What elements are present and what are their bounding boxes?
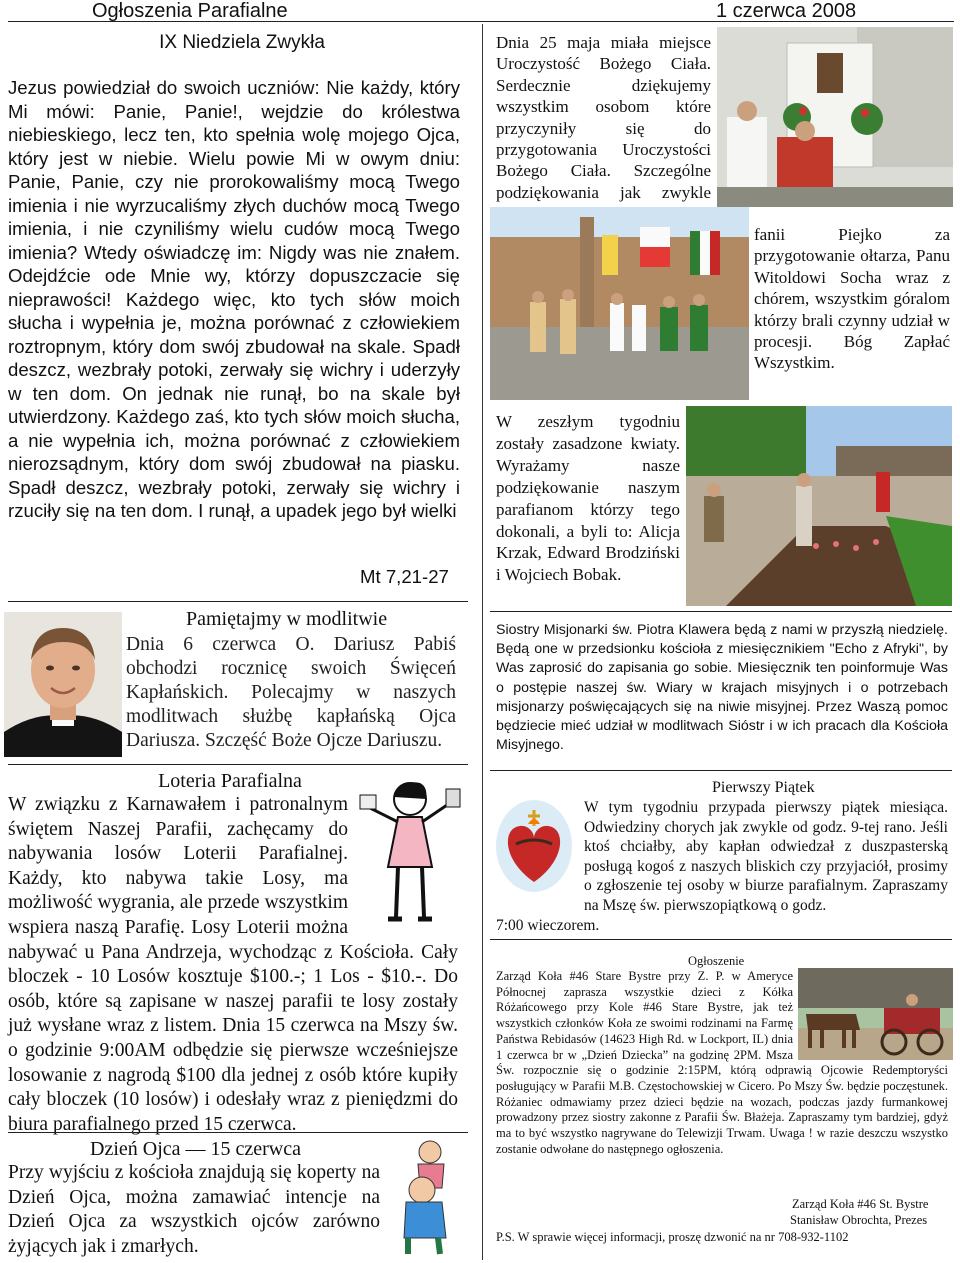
section-divider <box>490 939 952 940</box>
first-friday-text <box>496 798 948 935</box>
procession-photo <box>490 207 749 400</box>
bulletin-date: 1 czerwca 2008 <box>716 0 857 22</box>
first-friday-body: W tym tygodniu przypada pierwszy piątek miesiąca. Odwiedziny chorych jak zwykle od godz. 9-tej rano. Jeśli ktoś chciałby, aby kapłan odwiedzał z duszpasterską posługą kogoś z naszych bliskich czy przyjaciół, prosimy o zgłoszenie tej osoby w biurze parafialnym. Zapraszamy na Mszę św. pierwszopiątkową o godz. <box>584 799 948 914</box>
lottery-title: Loteria Parafialna <box>158 770 302 792</box>
corpus-christi-text: Dnia 25 maja miała miejsce Uroczystość Bożego Ciała. Serdecznie dziękujemy wszystkim osobom które przyczyniły się do przygotowania Uroczystości Bożego Ciała. Szczególne podziękowania jak zwykle <box>496 33 711 202</box>
announcement-signature-org: Zarząd Koła #46 St. Bystre <box>792 1197 929 1211</box>
section-divider <box>8 764 468 765</box>
first-friday-tail: 7:00 wieczorem. <box>496 916 600 934</box>
section-divider <box>8 601 468 602</box>
prayer-text: Dnia 6 czerwca O. Dariusz Pabiś obchodzi rocznicę swoich Święceń Kapłańskich. Polecajmy w naszych modlitwach służbę kapłańską Ojca Dariusza. Szczęść Boże Ojcze Dariuszu. <box>126 634 456 751</box>
section-divider <box>490 770 952 771</box>
first-friday-title: Pierwszy Piątek <box>712 779 815 796</box>
garden-photo <box>686 406 952 606</box>
altar-photo <box>717 27 953 207</box>
lottery-illustration <box>358 777 468 927</box>
column-divider <box>482 24 483 1260</box>
fathers-day-title: Dzień Ojca — 15 czerwca <box>90 1138 301 1160</box>
announcement-ps: P.S. W sprawie więcej informacji, proszę dzwonić na nr 708-932-1102 <box>496 1230 849 1244</box>
lottery-body: W związku z Karnawałem i patronalnym świętem Naszej Parafii, zachęcamy do nabywania losów Loterii Parafialnej. Każdy, kto nabywa takie Losy, ma możliwość wygrania, ale przede wszystkim wspiera naszą Parafię. Losy Loterii można nabywać u Pana Andrzeja, wychodząc z Kościoła. Cały bloczek - 10 Losów kosztuje $100.-; 1 Los - $10.-. Do osób, które są zapisane w naszej parafii te losy zostały już wysłane wraz z listem. Dnia 15 czerwca na Mszy św. o godzinie 9:00AM odbędzie się pierwsze wcześniejsze losowanie z nagrodą $100 dla jednej z osób które kupiły cały bloczek (10 losów) i odesłały wraz z pieniędzmi do biura parafialnego przed 15 czerwca. <box>8 794 458 1135</box>
section-divider <box>490 611 952 612</box>
header-divider <box>8 21 954 22</box>
announcement-photo-spacer <box>793 969 948 1061</box>
announcement-text <box>496 969 948 1157</box>
prayer-title: Pamiętajmy w modlitwie <box>186 608 388 630</box>
missions-text: Siostry Misjonarki św. Piotra Klawera będą z nami w przyszłą niedzielę. Będą one w przedsionku kościoła z miesięcznikiem "Echo z Afryki", by Was zaprosić do zapisania go sobie. Miesięcznik ten poinformuje Was o postępie naszej św. Wiary w krajach misyjnych i o potrzebach misjonarzy poświęcających się na niwie misyjnej. Przez Waszą pomoc będziecie mieć udział w modlitwach Sióstr i w ich pracach dla Kościoła Misyjnego. <box>496 622 948 754</box>
gospel-text: Jezus powiedział do swoich uczniów: Nie każdy, który Mi mówi: Panie, Panie!, wejdzie do królestwa niebieskiego, lecz ten, kto spełnia wolę mojego Ojca, który jest w niebie. Wielu powie Mi w owym dniu: Panie, Panie, czy nie prorokowaliśmy mocą Twego imienia i nie wyrzucaliśmy złych duchów mocą Twego imienia, i nie czyniliśmy wielu cudów mocą Twego imienia? Wtedy oświadczę im: Nigdy was nie znałem. Odejdźcie ode Mnie wy, którzy dopuszczacie się nieprawości! Każdego więc, kto tych słów moich słucha i wypełnia je, można porównać z człowiekiem roztropnym, który dom swój zbudował na skale. Spadł deszcz, wezbrały potoki, zerwały się wichry i uderzyły w ten dom. On jednak nie runął, bo na skale był utwierdzony. Każdego zaś, kto tych słów moich słucha, a nie wypełnia ich, można porównać z człowiekiem nierozsądnym, który dom swój zbudował na piasku. Spadł deszcz, wezbrały potoki, zerwały się wichry i rzuciły się na ten dom. I runął, a upadek jego był wielki <box>8 77 460 521</box>
flowers-text: W zeszłym tygodniu zostały zasadzone kwiaty. Wyrażamy nasze podziękowanie naszym parafianom którzy tego dokonali, a byli to: Alicja Krzak, Edward Brodziński i Wojciech Bobak. <box>496 412 680 585</box>
sunday-title: IX Niedziela Zwykła <box>159 32 325 53</box>
section-divider <box>8 1132 468 1133</box>
announcement-body: Zarząd Koła #46 Stare Bystre przy Z. P. w Ameryce Północnej zaprasza wszystkie dzieci z Kółka Różańcowego przy Kole #46 Stare Bystre, jak też wszystkich członków Koła ze swoimi rodzinami na Farmę Państwa Rebidasów (14623 High Rd. w Lockport, IL) dnia 1 czerwca br w „Dzień Dziecka” na godzinę 2PM. Msza Św. rozpocznie się o godzinie 2:15PM, którą odprawią Ojcowie Redemptoryści posługujący w Parafii M.B. Częstochowskiej w Cicero. Po Mszy Św. będzie poczęstunek. Różaniec odmawiamy przez dzieci będzie na wozach, podczas jazdy furmankowej prowadzony przez siostry zakonne z Parafii Św. Błażeja. Zapraszamy tym bardziej, gdyż ma to być wszystko nagrywane do Telewizji Trwam. Uwaga ! w razie deszczu wszystko zostanie odwołane do następnego ogłoszenia. <box>496 969 948 1156</box>
announcement-signature-name: Stanisław Obrochta, Prezes <box>790 1213 928 1227</box>
announcement-title: Ogłoszenie <box>688 954 745 968</box>
fathers-day-text: Przy wyjściu z kościoła znajdują się koperty na Dzień Ojca, można zamawiać intencje na Dzień Ojca za wszystkich ojców zarówno żyjących jak i zmarłych. <box>8 1162 380 1257</box>
priest-portrait <box>4 612 122 757</box>
corpus-christi-thanks: fanii Piejko za przygotowanie ołtarza, Panu Witoldowi Socha wraz z chórem, wszystkim góralom którzy brali czynny udział w procesji. Bóg Zapłać Wszystkim. <box>754 225 950 373</box>
gospel-reference: Mt 7,21-27 <box>360 566 449 587</box>
father-child-illustration <box>388 1138 468 1256</box>
bulletin-title: Ogłoszenia Parafialne <box>92 0 288 22</box>
